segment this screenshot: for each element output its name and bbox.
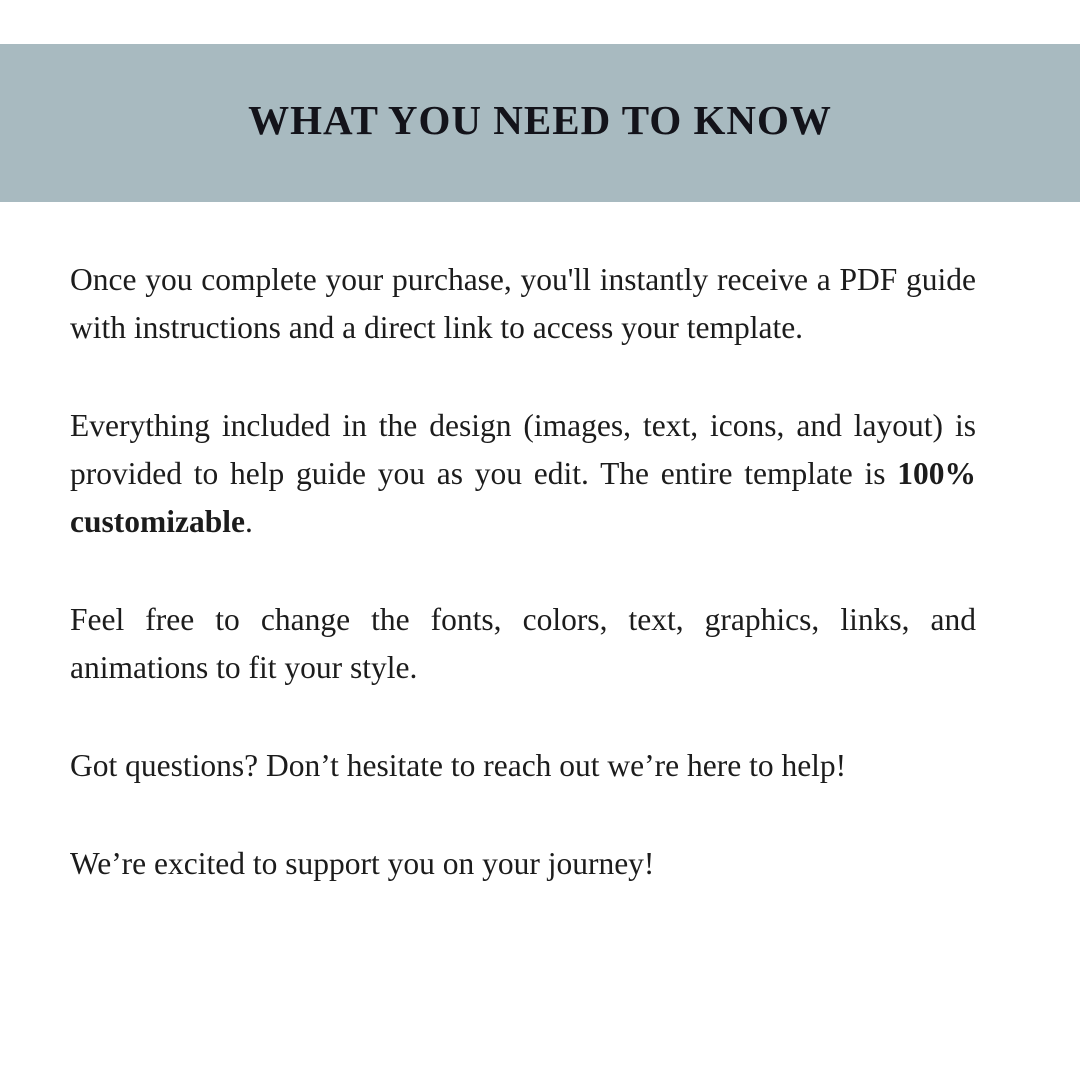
paragraph-text: Everything included in the design (images, text, icons, and layout) is provided to help guide you as you edit. The entire template is (70, 408, 976, 491)
paragraph-text: Feel free to change the fonts, colors, text, graphics, links, and animations to fit your style. (70, 602, 976, 685)
body-content (0, 202, 1080, 938)
paragraph-text: . (244, 504, 253, 539)
paragraph-text: Got questions? Don’t hesitate to reach out we’re here to help! (70, 748, 847, 783)
paragraph-change-style (70, 596, 976, 692)
paragraph-purchase-info (70, 256, 976, 352)
page-title: WHAT YOU NEED TO KNOW (248, 97, 832, 143)
paragraph-questions (70, 742, 976, 790)
paragraph-text: Once you complete your purchase, you'll instantly receive a PDF guide with instructions and a direct link to access your template. (70, 262, 976, 345)
paragraph-text-bold: 100% customizable (70, 456, 976, 539)
paragraph-text: We’re excited to support you on your journey! (70, 846, 655, 881)
paragraph-customizable (70, 402, 976, 546)
header-band (0, 44, 1080, 202)
paragraph-closing (70, 840, 976, 888)
